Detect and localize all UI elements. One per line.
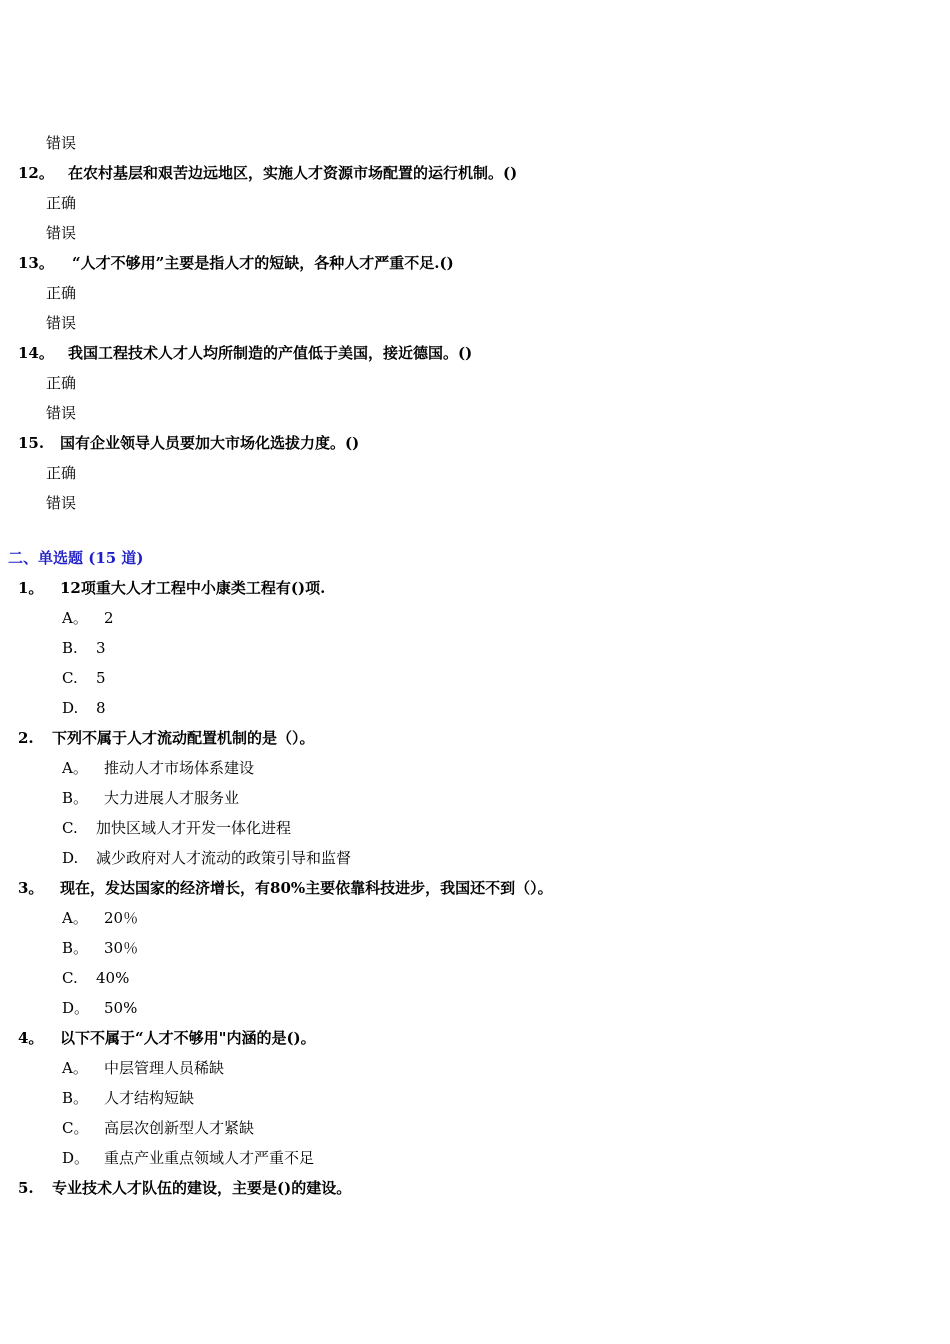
choice-question-1 [0,573,950,603]
option-text: 2 [104,609,114,627]
tf-option-right: 正确 [46,284,77,302]
choice-option-d [0,843,950,873]
option-text: 8 [96,699,106,717]
option-letter: B。 [62,939,89,957]
choice-option-c [0,963,950,993]
option-letter: D. [62,699,79,717]
tf-option-right: 正确 [46,194,77,212]
tf-option-right: 正确 [46,374,77,392]
option-letter: B。 [62,1089,89,1107]
option-text: 大力进展人才服务业 [104,789,240,807]
option-letter: D。 [62,999,90,1017]
question-text: 我国工程技术人才人均所制造的产值低于美国，接近德国。() [68,344,473,362]
option-letter: D. [62,849,79,867]
tf-option-wrong: 错误 [46,224,77,242]
choice-option-b [0,783,950,813]
tf-option-right: 正确 [46,464,77,482]
document-page [0,128,950,1203]
tf-option-wrong: 错误 [46,134,77,152]
option-text: 3 [96,639,106,657]
option-text: 减少政府对人才流动的政策引导和监督 [96,849,352,867]
option-letter: C. [62,969,78,987]
choice-option-b [0,1083,950,1113]
option-text: 加快区域人才开发一体化进程 [96,819,292,837]
tf-option-wrong: 错误 [46,494,77,512]
option-letter: A。 [62,1059,88,1077]
question-text: 12项重大人才工程中小康类工程有()项. [60,579,326,597]
option-text: 重点产业重点领域人才严重不足 [104,1149,315,1167]
question-text: 下列不属于人才流动配置机制的是（）。 [52,729,315,747]
choice-option-a [0,753,950,783]
option-letter: B. [62,639,78,657]
option-text: 5 [96,669,106,687]
option-letter: C. [62,669,78,687]
question-text: 国有企业领导人员要加大市场化选拔力度。() [60,434,360,452]
tf-option-wrong: 错误 [46,314,77,332]
question-text: “人才不够用”主要是指人才的短缺，各种人才严重不足.() [72,254,454,272]
question-13 [0,248,950,278]
question-number: 13。 [18,254,54,272]
option-text: 推动人才市场体系建设 [104,759,255,777]
choice-option-c [0,1113,950,1143]
option-letter: C。 [62,1119,89,1137]
option-letter: B。 [62,789,89,807]
option-text: 高层次创新型人才紧缺 [104,1119,255,1137]
question-number: 5. [18,1179,34,1197]
question-text: 专业技术人才队伍的建设，主要是()的建设。 [52,1179,352,1197]
choice-option-d [0,693,950,723]
option-text: 人才结构短缺 [104,1089,195,1107]
choice-option-a [0,903,950,933]
choice-option-b [0,933,950,963]
section-title: 二、单选题 (15 道) [8,549,144,567]
question-number: 1。 [18,579,44,597]
question-number: 2. [18,729,34,747]
option-letter: C. [62,819,78,837]
choice-question-2 [0,723,950,753]
choice-question-4 [0,1023,950,1053]
question-text: 在农村基层和艰苦边远地区，实施人才资源市场配置的运行机制。() [68,164,518,182]
tf-option-wrong: 错误 [46,404,77,422]
option-text: 40% [96,969,130,987]
question-14 [0,338,950,368]
question-number: 4。 [18,1029,44,1047]
question-12 [0,158,950,188]
question-number: 14。 [18,344,54,362]
question-number: 12。 [18,164,54,182]
option-text: 20％ [104,909,139,927]
choice-option-c [0,663,950,693]
option-letter: A。 [62,909,88,927]
option-text: 中层管理人员稀缺 [104,1059,225,1077]
choice-option-a [0,603,950,633]
option-letter: A。 [62,759,88,777]
choice-option-a [0,1053,950,1083]
question-text: 以下不属于“人才不够用"内涵的是()。 [60,1029,316,1047]
question-text: 现在，发达国家的经济增长，有80%主要依靠科技进步，我国还不到（）。 [60,879,553,897]
option-letter: D。 [62,1149,90,1167]
question-15 [0,428,950,458]
option-text: 50% [104,999,138,1017]
option-letter: A。 [62,609,88,627]
choice-option-d [0,993,950,1023]
question-number: 3。 [18,879,44,897]
choice-option-c [0,813,950,843]
question-number: 15. [18,434,45,452]
choice-question-5 [0,1173,950,1203]
choice-question-3 [0,873,950,903]
choice-option-d [0,1143,950,1173]
option-text: 30％ [104,939,139,957]
choice-option-b [0,633,950,663]
